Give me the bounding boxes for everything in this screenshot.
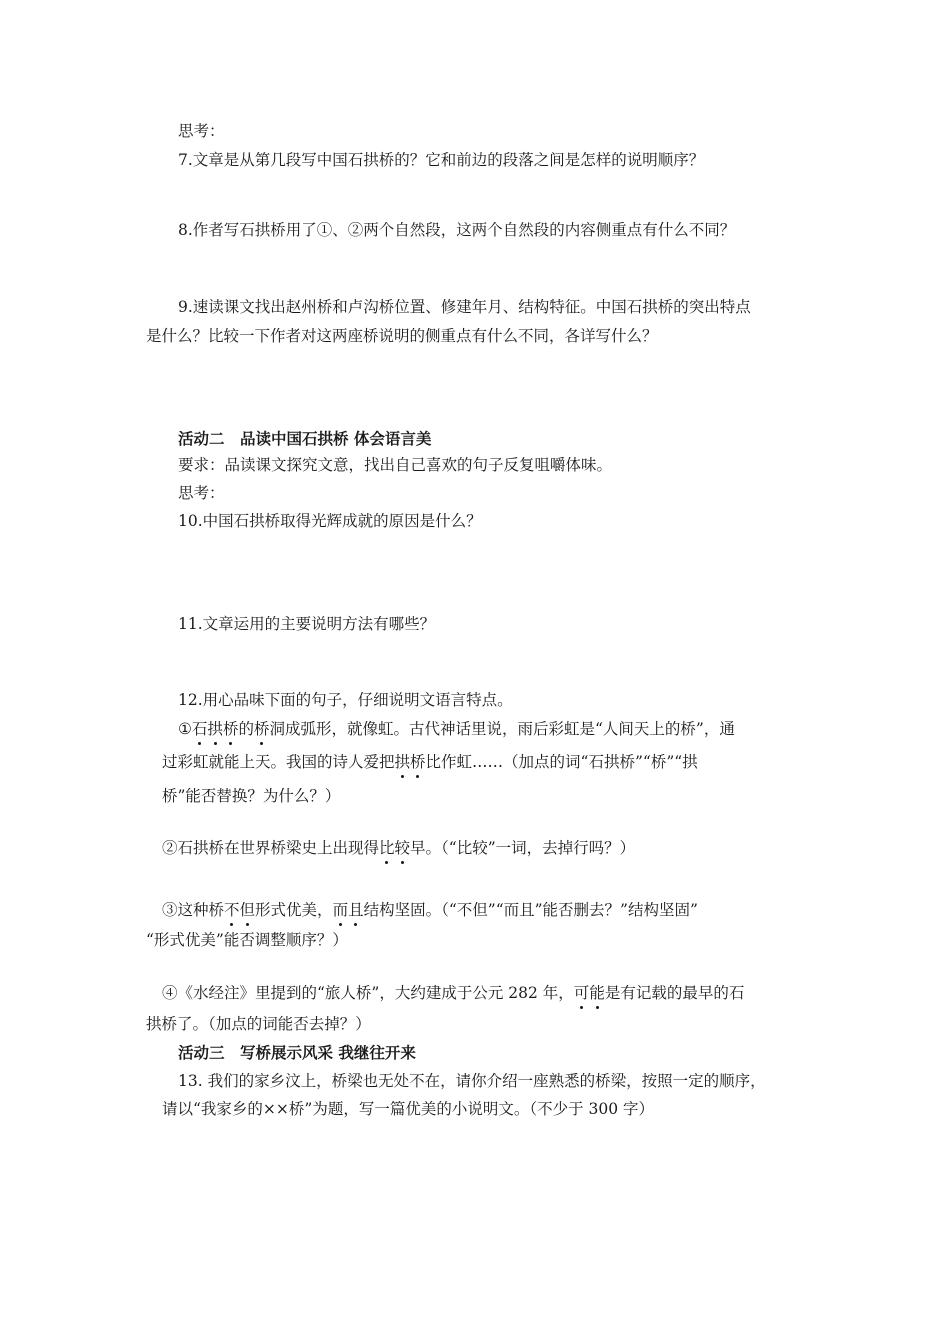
text-run: ③这种桥 [162, 901, 225, 919]
sentence-1-line-1 [178, 719, 735, 739]
question-10: 10.中国石拱桥取得光辉成就的原因是什么？ [178, 512, 482, 530]
dotted-char: 而 [332, 901, 349, 919]
activity-3-title: 活动三 写桥展示风采 我继往开来 [178, 1043, 416, 1062]
activity-2-requirement: 要求：品读课文探究文意，找出自己喜欢的句子反复咀嚼体味。 [178, 456, 613, 474]
sentence-1-line-2 [162, 752, 698, 772]
dotted-char: 比 [379, 839, 395, 857]
think-label: 思考： [178, 484, 225, 502]
text-run: 洞成弧形，就像虹。古代神话里说，雨后彩虹是“人间天上的桥”，通 [269, 720, 735, 738]
text-run: ① [178, 720, 192, 738]
dotted-char: 但 [239, 901, 256, 919]
dotted-char: 且 [348, 901, 364, 919]
dotted-char: 桥 [410, 753, 426, 771]
text-run: ②石拱桥在世界桥梁史上出现得 [162, 839, 380, 857]
sentence-4-line-2: 拱桥了。（加点的词能否去掉？） [146, 1015, 371, 1033]
question-13-line-2: 请以“我家乡的××桥”为题，写一篇优美的小说明文。（不少于 300 字） [162, 1100, 655, 1118]
question-8: 8.作者写石拱桥用了①、②两个自然段，这两个自然段的内容侧重点有什么不同？ [178, 221, 736, 239]
text-run: 比作虹……（加点的词“石拱桥”“桥”“拱 [425, 753, 698, 771]
text-run: 是有记载的最早的石 [604, 984, 745, 1002]
dotted-char: 较 [394, 839, 411, 857]
dotted-char: 拱 [394, 753, 411, 771]
question-7: 7.文章是从第几段写中国石拱桥的？它和前边的段落之间是怎样的说明顺序？ [178, 151, 705, 169]
dotted-char: 桥 [222, 720, 239, 738]
question-9-line-2: 是什么？比较一下作者对这两座桥说明的侧重点有什么不同，各详写什么？ [146, 327, 658, 345]
activity-2-title: 活动二 品读中国石拱桥 体会语言美 [178, 429, 432, 448]
sentence-1-line-3: 桥”能否替换？为什么？） [162, 787, 341, 805]
dotted-char: 可 [573, 984, 590, 1002]
text-run: 形式优美， [255, 901, 333, 919]
sentence-2 [162, 838, 635, 858]
question-13-line-1: 13. 我们的家乡汶上，桥梁也无处不在，请你介绍一座熟悉的桥梁，按照一定的顺序， [178, 1072, 766, 1090]
text-run: 结构坚固。（“不但”“而且”能否删去？”结构坚固” [363, 901, 698, 919]
text-run: 的 [238, 720, 254, 738]
question-11: 11.文章运用的主要说明方法有哪些？ [178, 615, 436, 633]
sentence-3-line-2: “形式优美”能否调整顺序？） [146, 931, 348, 949]
sentence-3-line-1 [162, 900, 698, 920]
question-9-line-1: 9.速读课文找出赵州桥和卢沟桥位置、修建年月、结构特征。中国石拱桥的突出特点 [178, 298, 751, 316]
dotted-char: 拱 [207, 720, 223, 738]
dotted-char: 不 [224, 901, 240, 919]
dotted-char: 桥 [253, 720, 270, 738]
dotted-char: 石 [191, 720, 208, 738]
text-run: 过彩虹就能上天。我国的诗人爱把 [162, 753, 395, 771]
question-12: 12.用心品味下面的句子，仔细说明文语言特点。 [178, 691, 513, 709]
think-label: 思考： [178, 122, 225, 140]
dotted-char: 能 [589, 984, 605, 1002]
sentence-4-line-1 [162, 983, 744, 1003]
text-run: 早。（“比较”一词，去掉行吗？） [410, 839, 636, 857]
text-run: ④《水经注》里提到的“旅人桥”，大约建成于公元 282 年， [162, 984, 574, 1002]
